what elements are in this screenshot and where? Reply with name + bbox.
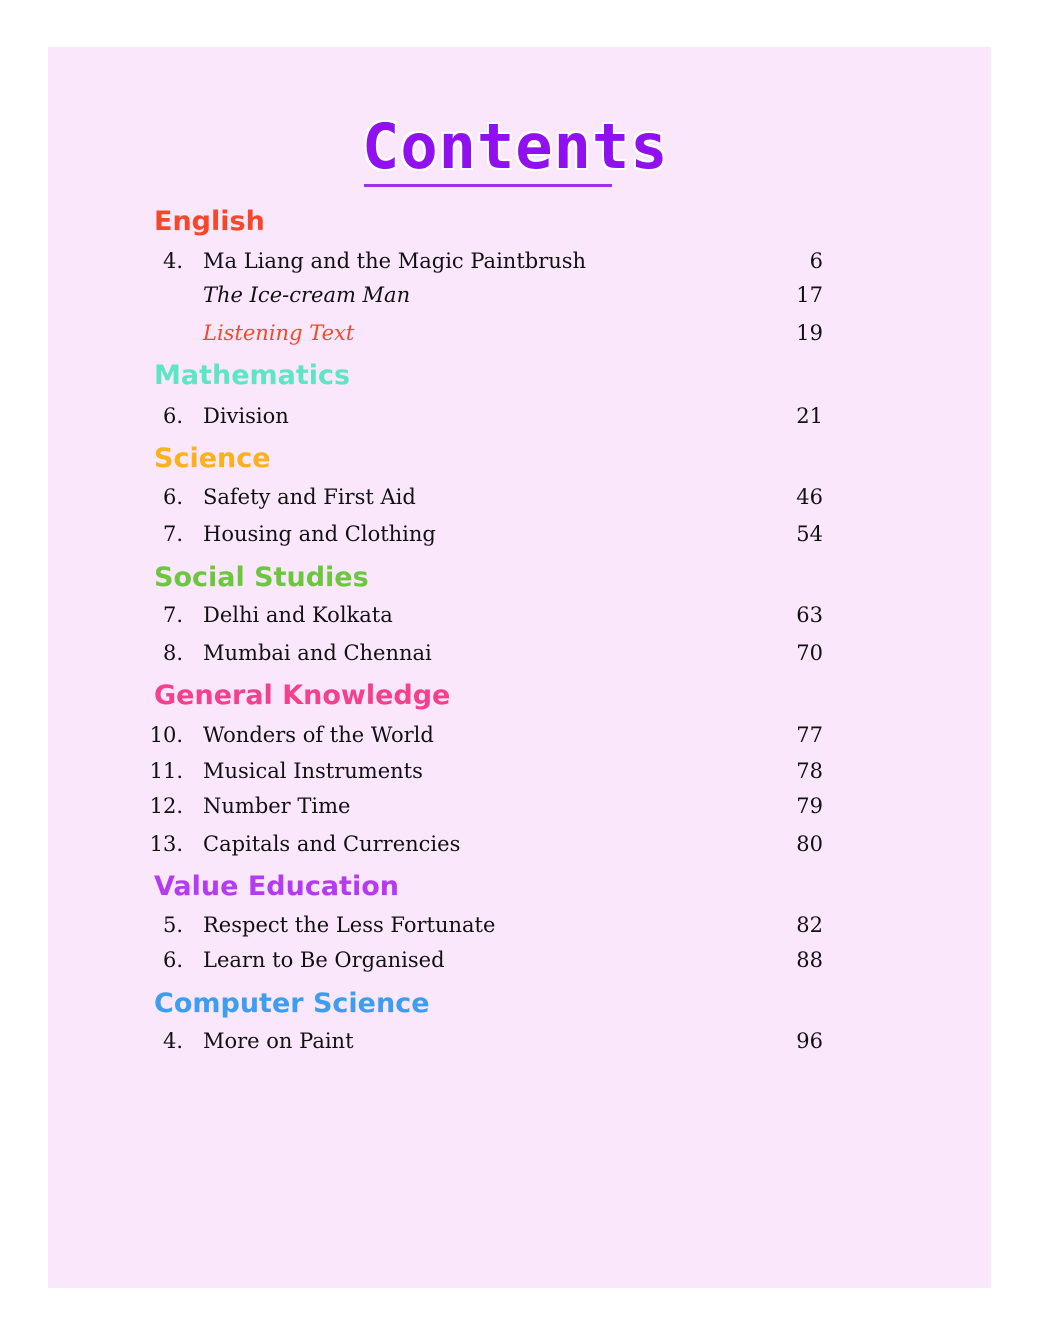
toc-entry <box>0 519 1039 549</box>
entry-page-number: 82 <box>796 913 823 937</box>
page-title: Contents <box>362 110 669 183</box>
entry-page-number: 17 <box>796 283 823 307</box>
entry-number: 6. <box>162 948 183 972</box>
entry-page-number: 6 <box>809 249 823 273</box>
entry-title: Ma Liang and the Magic Paintbrush <box>203 249 587 273</box>
entry-title: Safety and First Aid <box>203 485 416 509</box>
toc-entry <box>0 482 1039 512</box>
entry-page-number: 79 <box>796 794 823 818</box>
entry-number: 4. <box>162 249 183 273</box>
entry-title: Division <box>203 404 289 428</box>
entry-number: 6. <box>162 404 183 428</box>
entry-title: Number Time <box>203 794 351 818</box>
entry-page-number: 77 <box>796 723 823 747</box>
toc-entry <box>0 756 1039 786</box>
entry-number: 6. <box>162 485 183 509</box>
entry-title: Housing and Clothing <box>203 522 436 546</box>
toc-entry <box>0 829 1039 859</box>
entry-number: 13. <box>149 832 183 856</box>
section-heading: Computer Science <box>154 988 430 1019</box>
section-heading: General Knowledge <box>154 680 451 711</box>
entry-number: 7. <box>162 522 183 546</box>
entry-page-number: 54 <box>796 522 823 546</box>
section-heading: Mathematics <box>154 360 351 391</box>
entry-number: 11. <box>149 759 183 783</box>
entry-page-number: 88 <box>796 948 823 972</box>
entry-page-number: 46 <box>796 485 823 509</box>
entry-number: 8. <box>162 641 183 665</box>
entry-page-number: 63 <box>796 603 823 627</box>
section-heading: Value Education <box>154 871 399 902</box>
toc-entry <box>0 318 1039 348</box>
entry-page-number: 96 <box>796 1029 823 1053</box>
toc-entry <box>0 945 1039 975</box>
entry-number: 10. <box>149 723 183 747</box>
toc-entry <box>0 910 1039 940</box>
entry-number: 4. <box>162 1029 183 1053</box>
entry-number: 12. <box>149 794 183 818</box>
entry-page-number: 80 <box>796 832 823 856</box>
entry-title: Capitals and Currencies <box>203 832 461 856</box>
entry-title: Delhi and Kolkata <box>203 603 393 627</box>
entry-title: Learn to Be Organised <box>203 948 445 972</box>
entry-number: 5. <box>162 913 183 937</box>
section-heading: Science <box>154 443 271 474</box>
toc-entry <box>0 638 1039 668</box>
entry-page-number: 21 <box>796 404 823 428</box>
toc-entry <box>0 280 1039 310</box>
entry-page-number: 70 <box>796 641 823 665</box>
entry-page-number: 78 <box>796 759 823 783</box>
entry-number: 7. <box>162 603 183 627</box>
toc-entry <box>0 401 1039 431</box>
toc-entry <box>0 600 1039 630</box>
entry-title: The Ice-cream Man <box>203 283 411 307</box>
entry-title: More on Paint <box>203 1029 354 1053</box>
entry-title: Wonders of the World <box>203 723 434 747</box>
toc-entry <box>0 720 1039 750</box>
entry-title: Mumbai and Chennai <box>203 641 432 665</box>
toc-entry <box>0 791 1039 821</box>
toc-entry <box>0 1026 1039 1056</box>
entry-title: Musical Instruments <box>203 759 423 783</box>
entry-page-number: 19 <box>796 321 823 345</box>
toc-entry <box>0 246 1039 276</box>
section-heading: English <box>154 206 265 237</box>
entry-title: Listening Text <box>203 321 355 345</box>
entry-title: Respect the Less Fortunate <box>203 913 496 937</box>
section-heading: Social Studies <box>154 562 369 593</box>
title-underline <box>364 184 612 187</box>
